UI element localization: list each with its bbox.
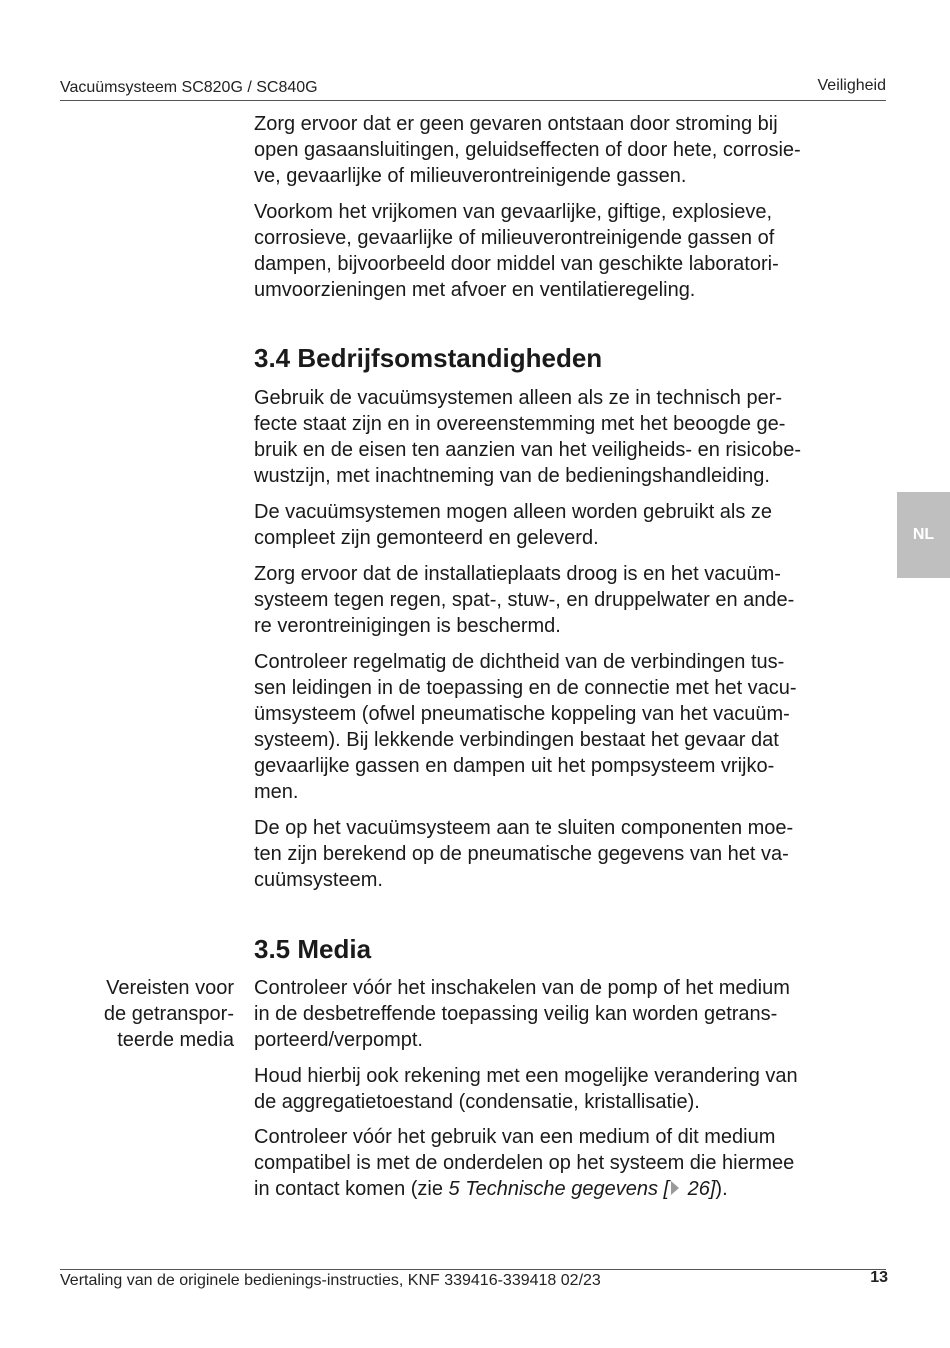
text-line: bruik en de eisen ten aanzien van het veiligheids- en risicobe- (254, 439, 802, 461)
text-line: Zorg ervoor dat er geen gevaren ontstaan door stroming bij (254, 113, 778, 135)
intro-paragraph-2 (254, 199, 879, 303)
text-line: in de desbetreffende toepassing veilig kan worden getrans- (254, 1003, 778, 1025)
cross-reference-link[interactable] (449, 1178, 716, 1200)
text-line: teerde media (117, 1029, 234, 1051)
text-line: Gebruik de vacuümsystemen alleen als ze in technisch per- (254, 387, 783, 409)
text-line: men. (254, 781, 299, 803)
section-3-4-paragraph-3 (254, 561, 879, 639)
language-tab-nl: NL (897, 492, 950, 578)
section-3-5-paragraph-3 (254, 1124, 879, 1202)
text-line-with-reference (254, 1176, 879, 1202)
text-fragment: ). (715, 1178, 728, 1200)
cross-reference-title: 5 Technische gegevens [ (448, 1178, 670, 1200)
section-heading-3-4: 3.4 Bedrijfsomstandigheden (254, 343, 603, 373)
text-line: Zorg ervoor dat de installatieplaats droog is en het vacuüm- (254, 563, 781, 585)
text-line: Controleer regelmatig de dichtheid van de verbindingen tus- (254, 651, 785, 673)
text-line: Houd hierbij ook rekening met een mogelijke verandering van (254, 1065, 798, 1087)
header-divider (60, 100, 886, 101)
cross-reference-page: 26] (682, 1178, 716, 1200)
text-line: open gasaansluitingen, geluidseffecten of door hete, corrosie- (254, 139, 801, 161)
footer-document-info: Vertaling van de originele bedienings-instructies, KNF 339416-339418 02/23 (60, 1272, 601, 1289)
text-line: Controleer vóór het gebruik van een medium of dit medium (254, 1126, 776, 1148)
text-line: Voorkom het vrijkomen van gevaarlijke, giftige, explosieve, (254, 201, 773, 223)
section-3-5-paragraph-2 (254, 1063, 879, 1115)
margin-note-requirements (54, 975, 234, 1053)
text-line: systeem). Bij lekkende verbindingen bestaat het gevaar dat (254, 729, 779, 751)
intro-paragraph-1 (254, 111, 879, 189)
text-line: wustzijn, met inachtneming van de bedieningshandleiding. (254, 465, 770, 487)
section-3-4-paragraph-1 (254, 385, 879, 489)
text-line: compatibel is met de onderdelen op het systeem die hiermee (254, 1152, 795, 1174)
text-line: De op het vacuümsysteem aan te sluiten componenten moe- (254, 817, 794, 839)
text-line: cuümsysteem. (254, 869, 383, 891)
page-number: 13 (870, 1269, 888, 1286)
text-line: dampen, bijvoorbeeld door middel van geschikte laboratori- (254, 253, 779, 275)
text-line: ümsysteem (ofwel pneumatische koppeling van het vacuüm- (254, 703, 790, 725)
text-line: re verontreinigingen is beschermd. (254, 615, 561, 637)
text-line: sen leidingen in de toepassing en de connectie met het vacu- (254, 677, 797, 699)
section-heading-3-5: 3.5 Media (254, 934, 372, 964)
running-header-title: Vacuümsysteem SC820G / SC840G (60, 79, 318, 96)
text-line: de getranspor- (103, 1003, 234, 1025)
running-header-section: Veiligheid (817, 77, 886, 94)
text-line: corrosieve, gevaarlijke of milieuverontreinigende gassen of (254, 227, 775, 249)
section-3-4-paragraph-4 (254, 649, 879, 805)
section-3-5-paragraph-1 (254, 975, 879, 1053)
text-line: compleet zijn gemonteerd en geleverd. (254, 527, 599, 549)
triangle-right-icon (671, 1181, 679, 1195)
text-line: ten zijn berekend op de pneumatische gegevens van het va- (254, 843, 789, 865)
text-line: porteerd/verpompt. (254, 1029, 423, 1051)
section-3-4-paragraph-5 (254, 815, 879, 893)
section-3-4-paragraph-2 (254, 499, 879, 551)
text-line: De vacuümsystemen mogen alleen worden gebruikt als ze (254, 501, 773, 523)
text-fragment: in contact komen (zie (254, 1178, 449, 1200)
text-line: Controleer vóór het inschakelen van de pomp of het medium (254, 977, 790, 999)
text-line: systeem tegen regen, spat-, stuw-, en druppelwater en ande- (254, 589, 795, 611)
text-line: fecte staat zijn en in overeenstemming met het beoogde ge- (254, 413, 786, 435)
text-line: de aggregatietoestand (condensatie, kristallisatie). (254, 1091, 700, 1113)
text-line: gevaarlijke gassen en dampen uit het pompsysteem vrijko- (254, 755, 775, 777)
text-line: Vereisten voor (106, 977, 234, 999)
text-line: ve, gevaarlijke of milieuverontreinigende gassen. (254, 165, 687, 187)
footer-divider (60, 1269, 886, 1270)
text-line: umvoorzieningen met afvoer en ventilatieregeling. (254, 279, 696, 301)
